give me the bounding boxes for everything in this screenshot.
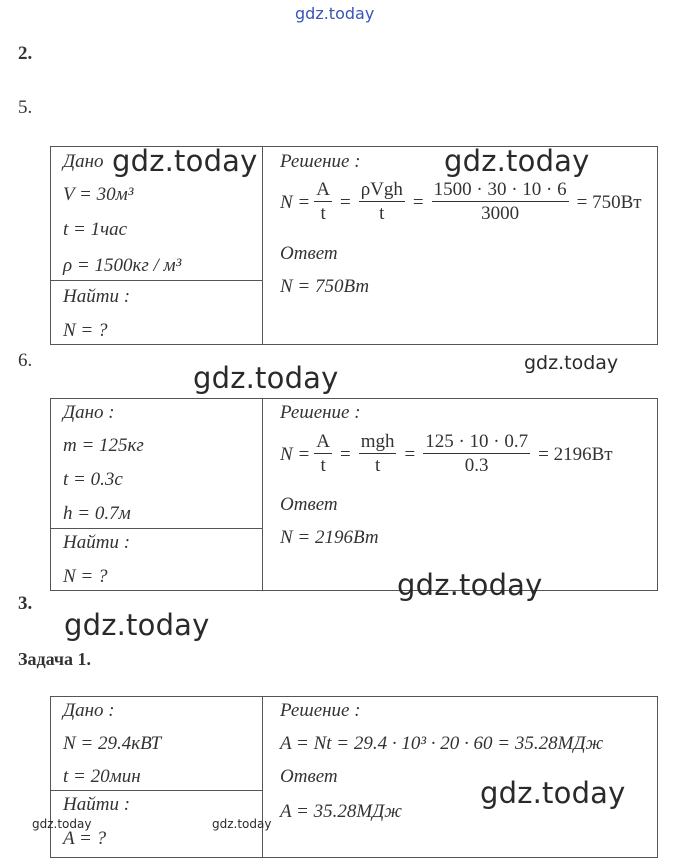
problem6-answer-label: Ответ (280, 494, 338, 515)
problem5-equation: N = $\frac{A}{t}$ = $\frac{\text{ρVgh}}{t}$ = $\frac{1500 \cdot 30 \cdot 10 \cdot 6}{3000}$ = 750Вт (280, 179, 642, 224)
task1-solution: A = Nt = 29.4 · 10³ · 20 · 60 = 35.28МДж (280, 733, 604, 754)
task1-given-1: N = 29.4кВТ (63, 733, 162, 754)
problem5-answer: N = 750Вт (280, 276, 370, 297)
problem5-find-label: Найти : (63, 286, 131, 307)
watermark-top: gdz.today (295, 4, 375, 23)
problem5-frac-2: $\frac{\text{ρVgh}}{t}$ (360, 179, 403, 224)
watermark-2: gdz.today (444, 144, 590, 178)
problem5-eq-lhs: N = (280, 191, 311, 213)
problem6-eq-result: = 2196Вт (538, 443, 613, 465)
watermark-6: gdz.today (64, 608, 210, 642)
task1-heading: Задача 1. (18, 649, 92, 669)
watermark-5: gdz.today (397, 568, 543, 602)
watermark-3: gdz.today (524, 352, 619, 374)
problem5-given-3: ρ = 1500кг / м³ (63, 255, 182, 276)
problem6-given-1: m = 125кг (63, 435, 144, 456)
task1-find-label: Найти : (63, 794, 131, 815)
task1-solution-label: Решение : (280, 700, 361, 721)
problem6-given-3: h = 0.7м (63, 503, 131, 524)
problem6-find-label: Найти : (63, 532, 131, 553)
problem6-answer: N = 2196Вт (280, 527, 379, 548)
watermark-9: gdz.today (212, 817, 272, 831)
problem6-given-label: Дано : (63, 402, 115, 423)
problem6-find: N = ? (63, 566, 108, 587)
watermark-7: gdz.today (480, 776, 626, 810)
problem6-equation: N = $\frac{A}{t}$ = $\frac{\text{mgh}}{t}$ = $\frac{125 \cdot 10 \cdot 0.7}{0.3}$ = 2196Вт (280, 431, 613, 476)
problem5-answer-label: Ответ (280, 243, 338, 264)
problem6-frac-1: $\frac{A}{t}$ (316, 431, 330, 476)
problem5-solution-label: Решение : (280, 151, 361, 172)
problem5-given-label: Дано (63, 151, 104, 172)
problem6-frac-3: $\frac{125 \cdot 10 \cdot 0.7}{0.3}$ (425, 431, 529, 476)
task1-answer: A = 35.28МДж (280, 801, 402, 822)
watermark-8: gdz.today (32, 817, 92, 831)
problem6-eq-lhs: N = (280, 443, 311, 465)
problem5-eq-result: = 750Вт (576, 191, 642, 213)
problem6-solution-label: Решение : (280, 402, 361, 423)
problem5-find: N = ? (63, 320, 108, 341)
problem5-given-1: V = 30м³ (63, 184, 134, 205)
heading-6: 6. (18, 350, 33, 371)
task1-find: A = ? (63, 828, 107, 849)
problem5-given-2: t = 1час (63, 219, 128, 240)
problem6-frac-2: $\frac{\text{mgh}}{t}$ (360, 431, 395, 476)
problem6-box (50, 398, 658, 591)
watermark-4: gdz.today (193, 361, 339, 395)
heading-2: 2. (18, 43, 33, 64)
problem5-frac-3: $\frac{1500 \cdot 30 \cdot 10 \cdot 6}{3000}$ (433, 179, 567, 224)
task1-answer-label: Ответ (280, 766, 338, 787)
heading-5: 5. (18, 97, 33, 118)
problem6-given-2: t = 0.3с (63, 469, 123, 490)
problem5-frac-1: $\frac{A}{t}$ (316, 179, 330, 224)
task1-given-2: t = 20мин (63, 766, 141, 787)
watermark-1: gdz.today (112, 144, 258, 178)
task1-given-label: Дано : (63, 700, 115, 721)
heading-3: 3. (18, 593, 33, 614)
